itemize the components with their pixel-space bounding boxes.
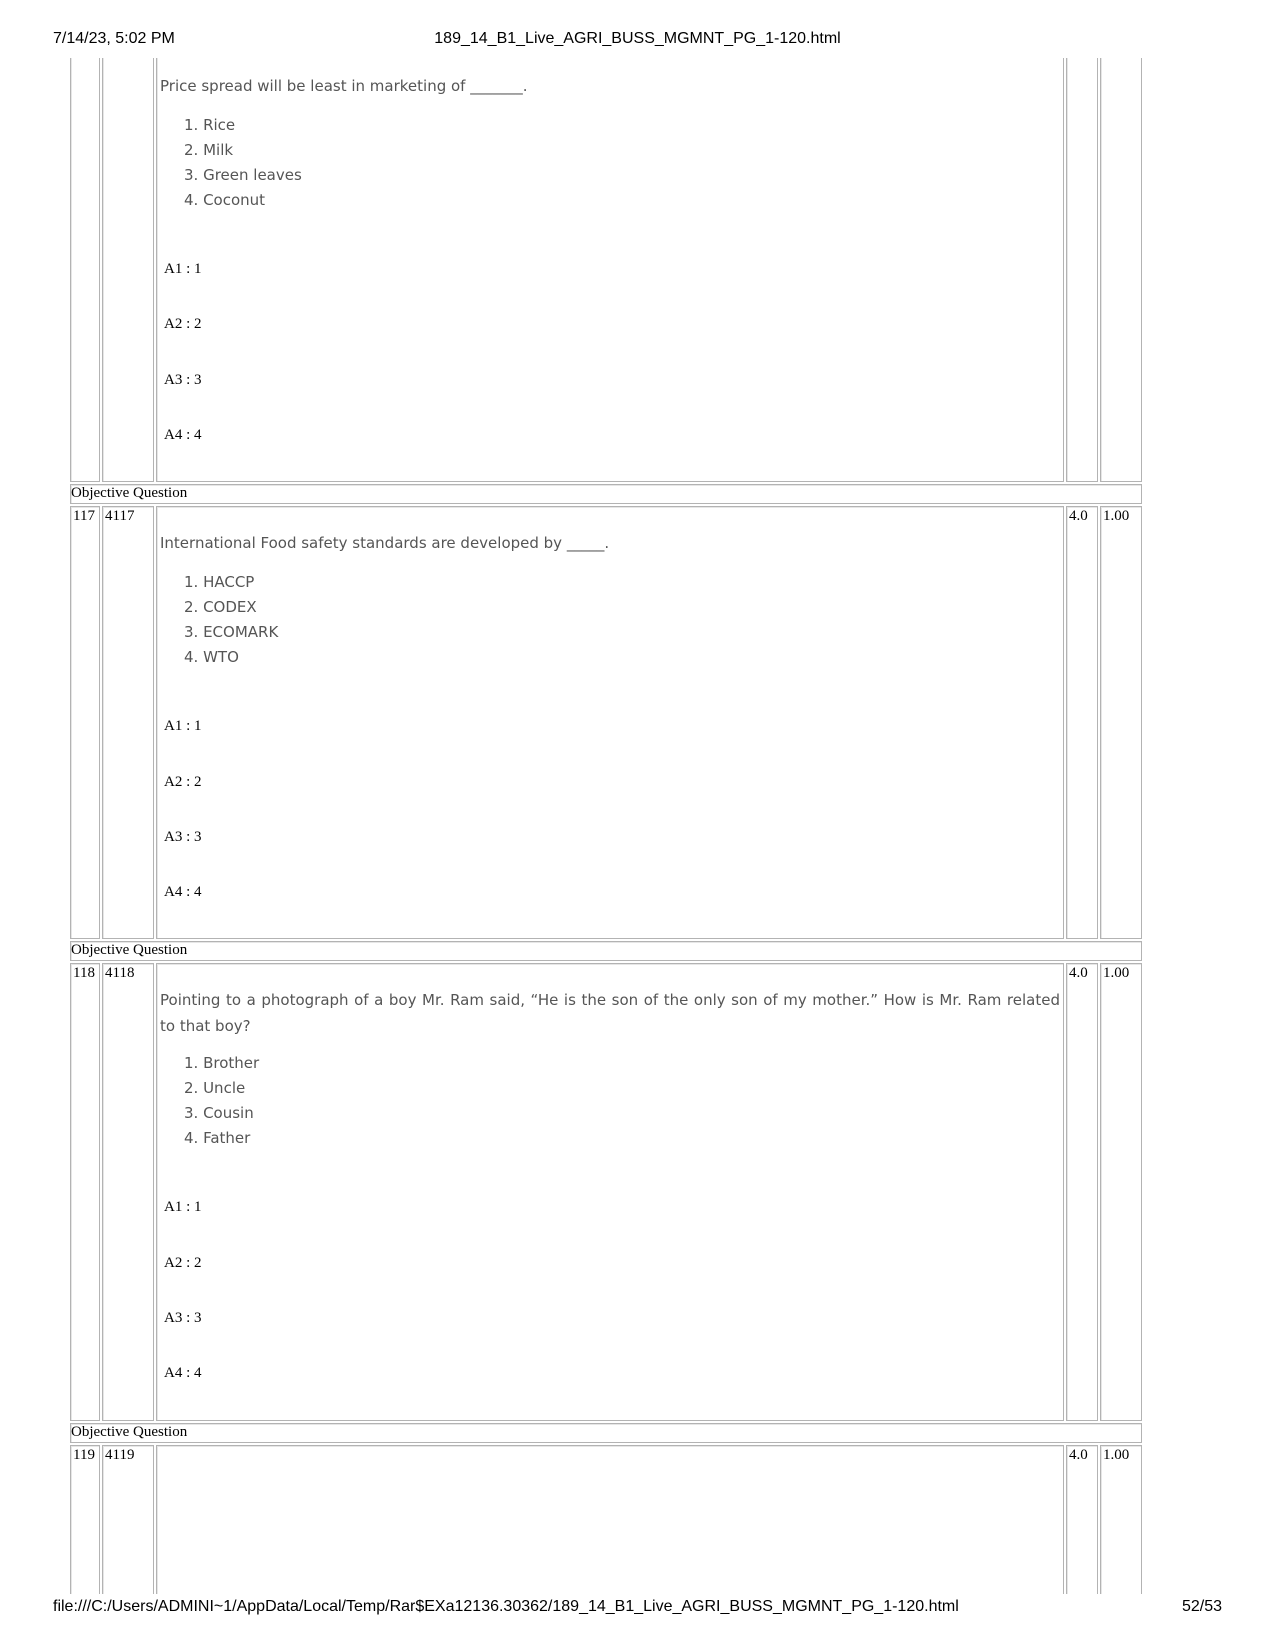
marks-cell xyxy=(1066,963,1098,1421)
question-table xyxy=(70,58,1206,1594)
category-label: Objective Question xyxy=(71,485,188,501)
question-text: Pointing to a photograph of a boy Mr. Ram said, “He is the son of the only son of my mother.” How is Mr. Ram related to that boy? xyxy=(160,991,1060,1035)
category-label: Objective Question xyxy=(71,1424,188,1440)
negative-marks-cell xyxy=(1100,1445,1142,1594)
options-list xyxy=(184,1051,259,1151)
option-item: 3. Green leaves xyxy=(184,166,302,184)
answer-line: A1 : 1 xyxy=(164,261,202,277)
option-item: 1. Rice xyxy=(184,116,236,134)
negative-marks-value: 1.00 xyxy=(1103,508,1130,524)
answer-line: A2 : 2 xyxy=(164,774,202,790)
option-item: 1. HACCP xyxy=(184,573,255,591)
negative-marks-value: 1.00 xyxy=(1103,965,1130,981)
option-item: 4. WTO xyxy=(184,648,239,666)
marks-cell xyxy=(1066,506,1098,939)
category-label: Objective Question xyxy=(71,942,188,958)
answer-line: A4 : 4 xyxy=(164,1365,202,1381)
negative-marks-cell xyxy=(1100,963,1142,1421)
option-item: 4. Father xyxy=(184,1129,251,1147)
answer-line: A3 : 3 xyxy=(164,829,202,845)
marks-value: 4.0 xyxy=(1069,1447,1088,1463)
print-header xyxy=(0,30,1275,52)
number-cell xyxy=(70,58,100,482)
answer-line: A2 : 2 xyxy=(164,1255,202,1271)
question-text: International Food safety standards are developed by _____. xyxy=(160,534,610,552)
question-number: 119 xyxy=(73,1447,95,1463)
options-list xyxy=(184,570,278,670)
question-number: 118 xyxy=(73,965,95,981)
id-cell xyxy=(102,506,154,939)
print-datetime: 7/14/23, 5:02 PM xyxy=(53,30,175,47)
question-id: 4118 xyxy=(105,965,135,981)
marks-cell xyxy=(1066,1445,1098,1594)
negative-marks-value: 1.00 xyxy=(1103,1447,1130,1463)
answer-line: A4 : 4 xyxy=(164,884,202,900)
number-cell xyxy=(70,1445,100,1594)
category-row xyxy=(70,1423,1142,1443)
options-list xyxy=(184,113,302,213)
category-row xyxy=(70,941,1142,961)
option-item: 2. Milk xyxy=(184,141,234,159)
negative-marks-cell xyxy=(1100,58,1142,482)
option-item: 3. ECOMARK xyxy=(184,623,279,641)
print-title: 189_14_B1_Live_AGRI_BUSS_MGMNT_PG_1-120.html xyxy=(434,30,841,47)
question-number: 117 xyxy=(73,508,95,524)
question-id: 4119 xyxy=(105,1447,135,1463)
marks-cell xyxy=(1066,58,1098,482)
marks-value: 4.0 xyxy=(1069,965,1088,981)
category-row xyxy=(70,484,1142,504)
question-id: 4117 xyxy=(105,508,135,524)
option-item: 3. Cousin xyxy=(184,1104,254,1122)
marks-value: 4.0 xyxy=(1069,508,1088,524)
option-item: 4. Coconut xyxy=(184,191,266,209)
answer-line: A1 : 1 xyxy=(164,1199,202,1215)
number-cell xyxy=(70,963,100,1421)
option-item: 1. Brother xyxy=(184,1054,260,1072)
negative-marks-cell xyxy=(1100,506,1142,939)
answer-line: A4 : 4 xyxy=(164,427,202,443)
option-item: 2. CODEX xyxy=(184,598,257,616)
id-cell xyxy=(102,963,154,1421)
page-number: 52/53 xyxy=(1181,1598,1222,1615)
option-item: 2. Uncle xyxy=(184,1079,246,1097)
number-cell xyxy=(70,506,100,939)
answer-line: A3 : 3 xyxy=(164,372,202,388)
answer-line: A3 : 3 xyxy=(164,1310,202,1326)
answer-line: A1 : 1 xyxy=(164,718,202,734)
print-footer xyxy=(0,1598,1275,1620)
answer-line: A2 : 2 xyxy=(164,316,202,332)
id-cell xyxy=(102,58,154,482)
id-cell xyxy=(102,1445,154,1594)
question-cell xyxy=(156,506,1064,939)
question-cell xyxy=(156,1445,1064,1594)
file-path: file:///C:/Users/ADMINI~1/AppData/Local/Temp/Rar$EXa12136.30362/189_14_B1_Live_AGRI_BUSS_MGMNT_PG_1-120.html xyxy=(53,1598,959,1615)
question-text: Price spread will be least in marketing of _______. xyxy=(160,77,528,95)
